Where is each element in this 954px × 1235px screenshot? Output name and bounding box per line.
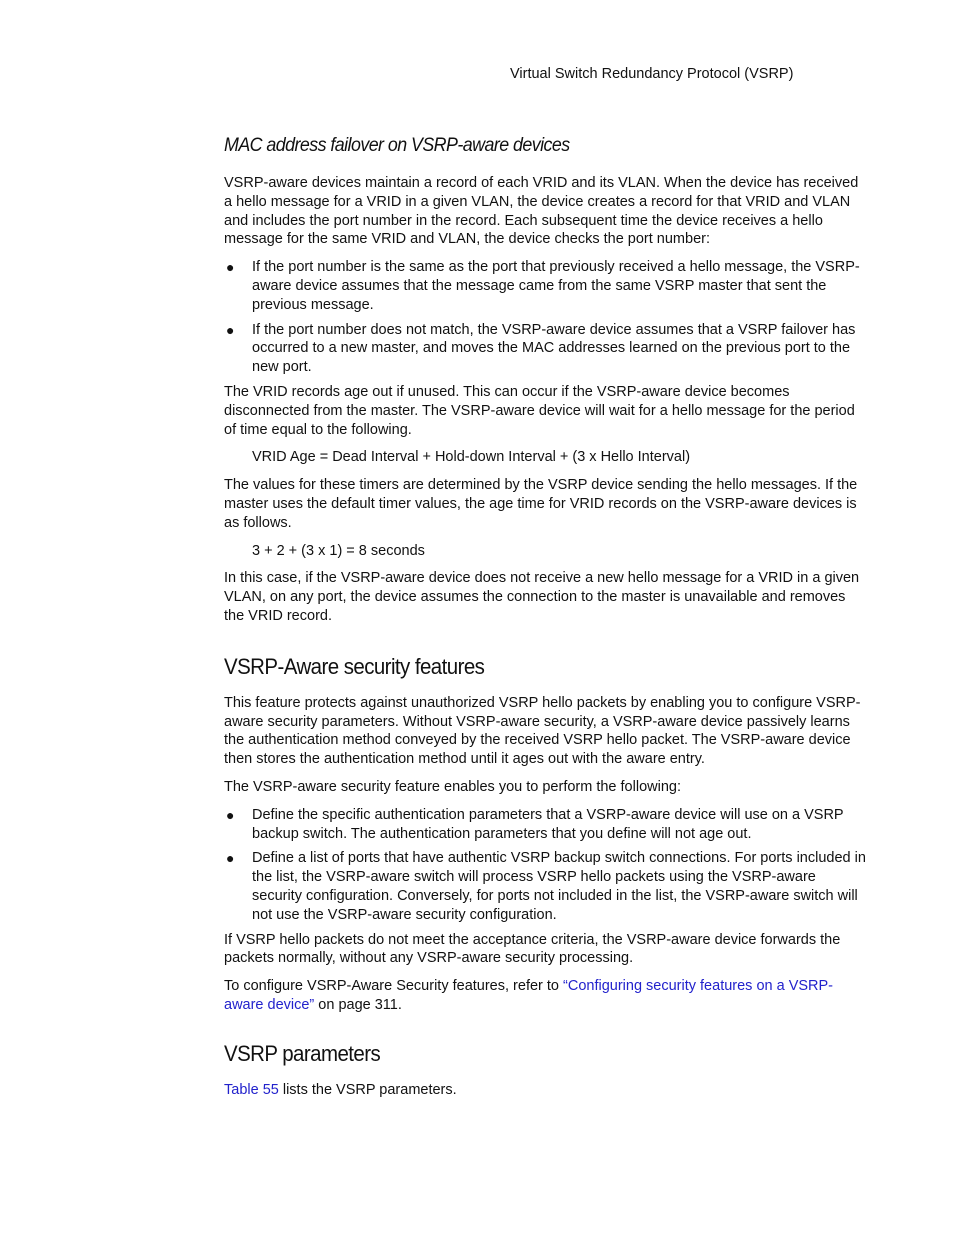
page-content — [224, 132, 868, 1108]
table-55-link[interactable]: Table 55 — [224, 1081, 279, 1098]
mac-failover-intro: VSRP-aware devices maintain a record of each VRID and its VLAN. When the device has received a hello message for a VRID in a given VLAN, the device creates a record for that VRID and VLAN and includes the port number in the record. Each subsequent time the device receives a hello message for the same VRID and VLAN, the device checks the port number: — [224, 175, 859, 248]
age-out-paragraph: The VRID records age out if unused. This can occur if the VSRP-aware device becomes disconnected from the master. The VSRP-aware device will wait for a hello message for the period of time equal to the following. — [224, 383, 855, 438]
vrid-age-formula: VRID Age = Dead Interval + Hold-down Interval + (3 x Hello Interval) — [252, 449, 691, 466]
list-item — [224, 849, 868, 924]
bullet-text: If the port number is the same as the port that previously received a hello message, the VSRP-aware device assumes that the message came from the same VSRP master that sent the previous message. — [252, 259, 860, 313]
age-example: 3 + 2 + (3 x 1) = 8 seconds — [252, 542, 425, 559]
mac-failover-bullet-list — [224, 258, 868, 377]
timers-paragraph: The values for these timers are determined by the VSRP device sending the hello messages. If the master uses the default timer values, the age time for VRID records on the VSRP-aware devices is as follows. — [224, 477, 858, 531]
list-item — [224, 321, 868, 377]
list-item — [224, 806, 868, 844]
parameters-suffix: lists the VSRP parameters. — [278, 1081, 457, 1098]
bullet-icon: ● — [226, 321, 235, 338]
bullet-icon: ● — [226, 259, 235, 276]
config-reference-paragraph — [224, 977, 868, 1015]
security-bullet-list — [224, 806, 868, 925]
bullet-text: Define a list of ports that have authentic VSRP backup switch connections. For ports included in the list, the VSRP-aware switch will process VSRP hello packets using the VSRP-aware security configuration. Conversely, for ports not included in the list, the VSRP-aware switch will not use the VSRP-aware security configuration. — [252, 850, 866, 923]
section-title-security: VSRP-Aware security features — [224, 653, 485, 679]
list-item — [224, 258, 868, 314]
bullet-text: If the port number does not match, the VSRP-aware device assumes that a VSRP failover has occurred to a new master, and moves the MAC addresses learned on the previous port to the new port. — [252, 321, 856, 376]
config-security-link[interactable]: “Configuring security features on a VSRP-aware device” — [224, 978, 834, 1013]
criteria-paragraph: If VSRP hello packets do not meet the acceptance criteria, the VSRP-aware device forwards the packets normally, without any VSRP-aware security processing. — [224, 931, 841, 967]
running-header: Virtual Switch Redundancy Protocol (VSRP) — [510, 66, 794, 82]
bullet-icon: ● — [226, 806, 235, 823]
subsection-title-mac-failover: MAC address failover on VSRP-aware devices — [224, 135, 570, 156]
conclusion-paragraph: In this case, if the VSRP-aware device does not receive a new hello message for a VRID in a given VLAN, on any port, the device assumes the connection to the master is unavailable and removes the VRID record. — [224, 570, 860, 624]
config-reference-suffix: on page 311. — [314, 996, 402, 1013]
parameters-paragraph — [224, 1081, 868, 1100]
bullet-text: Define the specific authentication parameters that a VSRP-aware device will use on a VSRP backup switch. The authentication parameters that you define will not age out. — [252, 806, 844, 842]
bullet-icon: ● — [226, 850, 235, 867]
section-title-parameters: VSRP parameters — [224, 1040, 381, 1066]
config-reference-prefix: To configure VSRP-Aware Security features, refer to — [224, 978, 564, 995]
security-enables: The VSRP-aware security feature enables you to perform the following: — [224, 778, 681, 795]
security-intro: This feature protects against unauthorized VSRP hello packets by enabling you to configure VSRP-aware security parameters. Without VSRP-aware security, a VSRP-aware device passively learns the authentication method conveyed by the received VSRP hello packet. The VSRP-aware device then stores the authentication method until it ages out with the aware entry. — [224, 694, 861, 768]
